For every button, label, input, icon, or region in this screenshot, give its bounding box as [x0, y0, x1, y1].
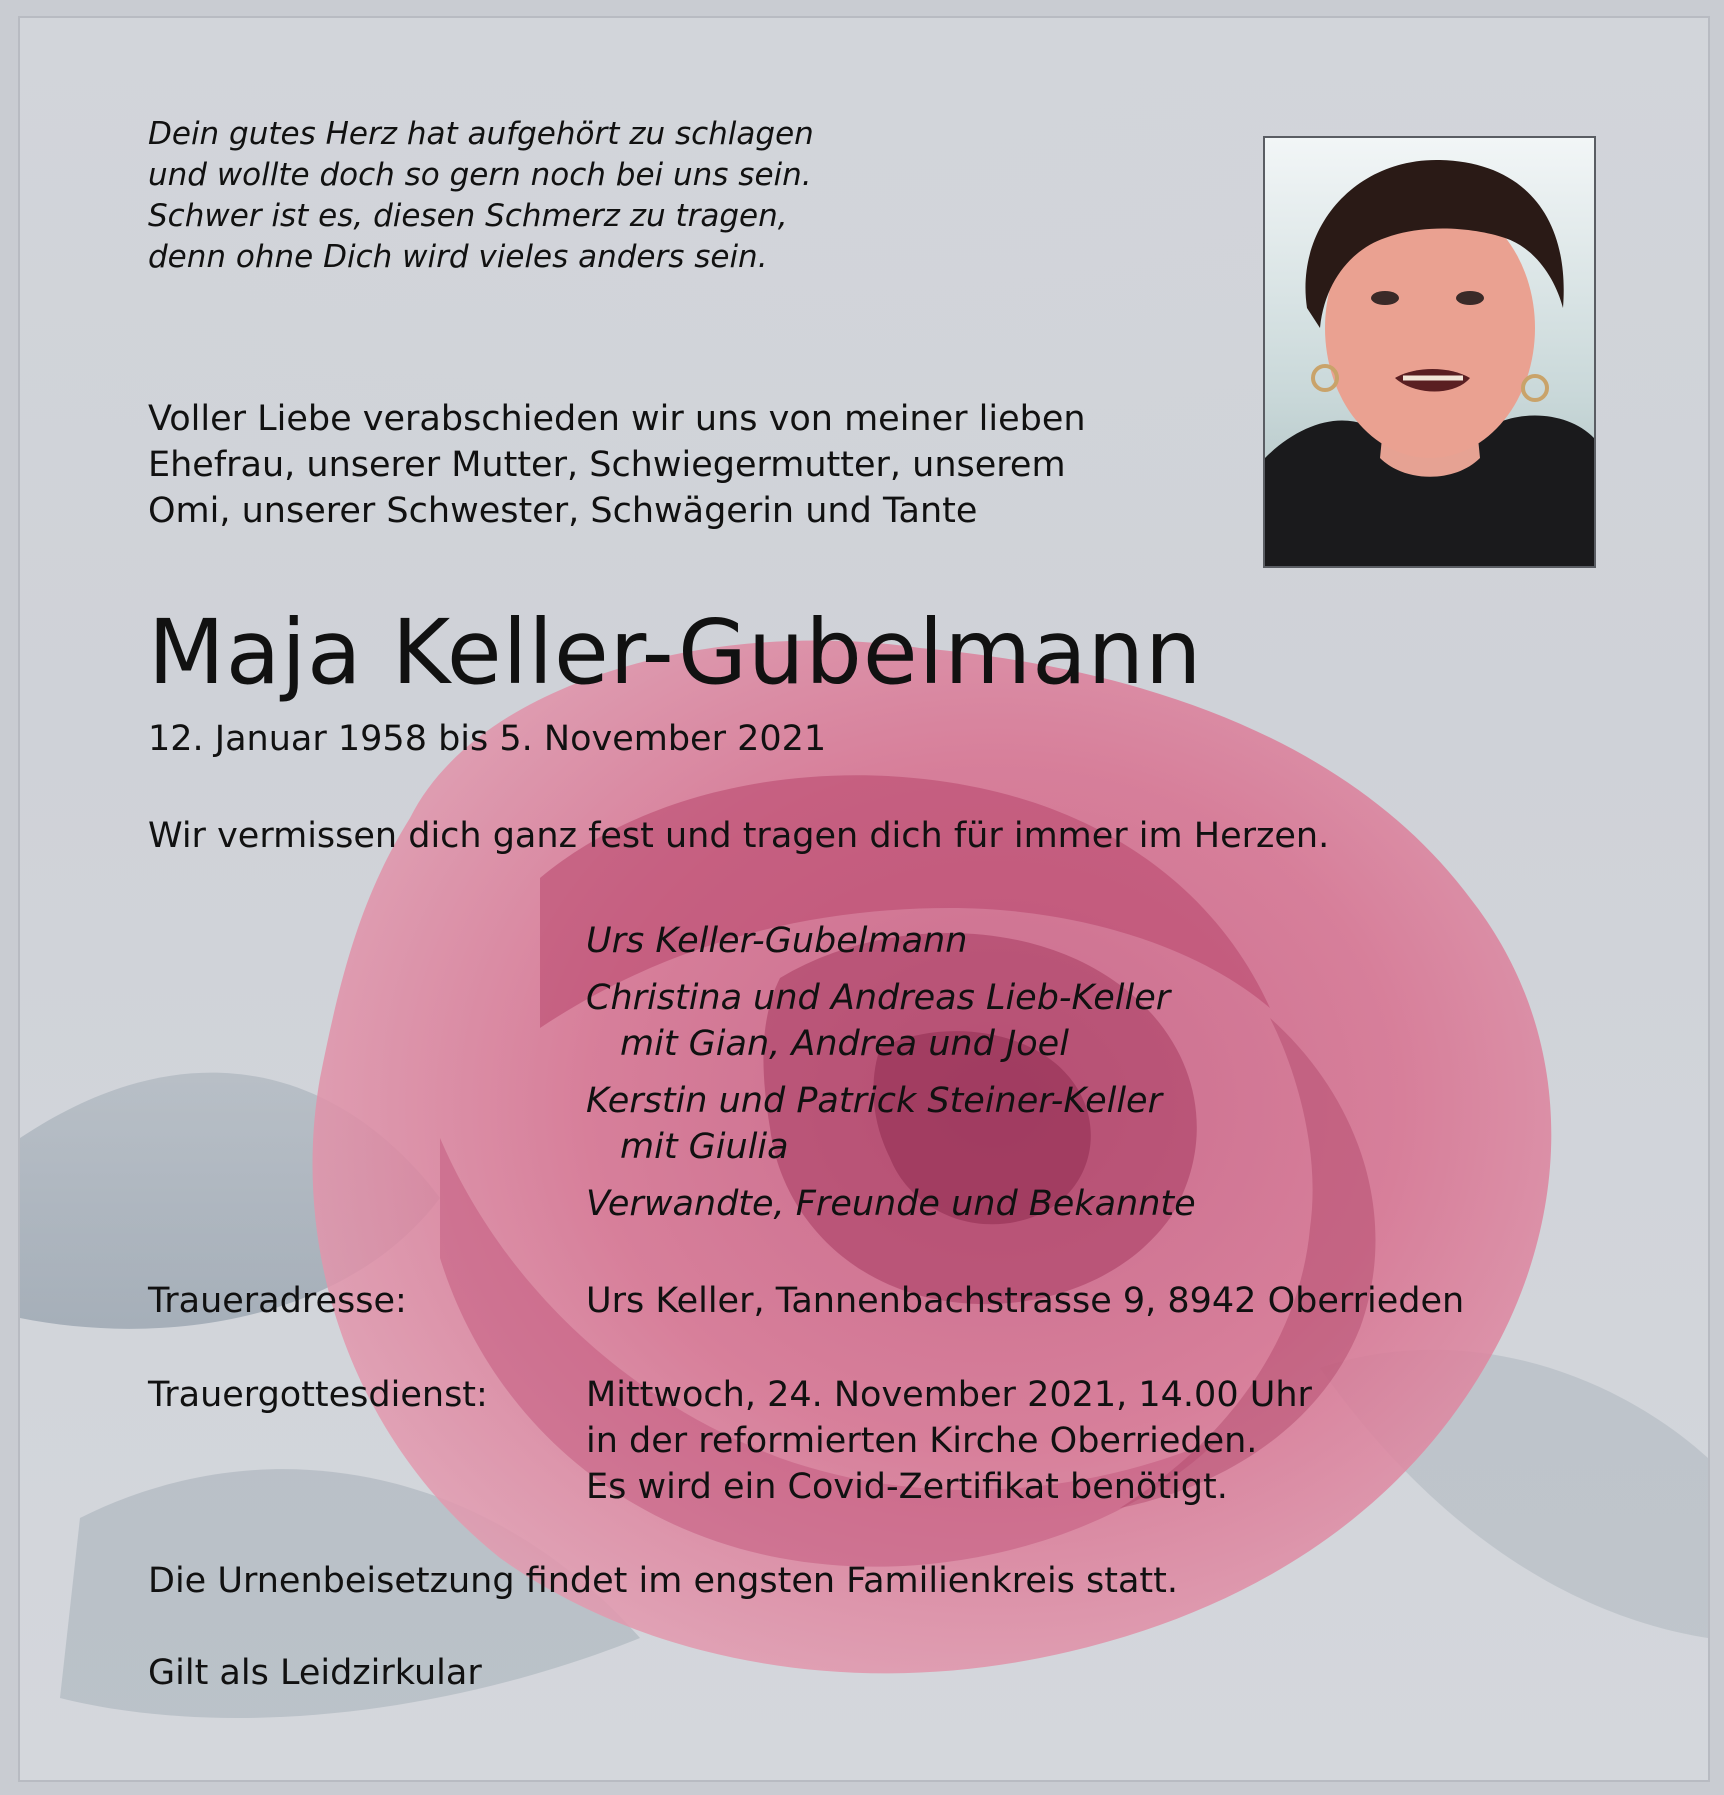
portrait-photo-image — [1265, 138, 1594, 566]
service-line: Es wird ein Covid-Zertifikat benötigt. — [586, 1467, 1228, 1507]
mourner-name: Verwandte, Freunde und Bekannte — [586, 1184, 1196, 1224]
deceased-name: Maja Keller-Gubelmann — [148, 600, 1203, 704]
intro-line: Omi, unserer Schwester, Schwägerin und Tante — [148, 491, 978, 531]
mourner-group — [586, 975, 1196, 1067]
service-label: Trauergottesdienst: — [148, 1375, 488, 1415]
mourner-children: mit Giulia — [620, 1127, 789, 1167]
service-line: Mittwoch, 24. November 2021, 14.00 Uhr — [586, 1375, 1312, 1415]
mourner-children: mit Gian, Andrea und Joel — [620, 1024, 1069, 1064]
mourners-list — [586, 918, 1196, 1238]
circular-note: Gilt als Leidzirkular — [148, 1653, 482, 1693]
obituary-card — [18, 16, 1710, 1782]
intro-line: Voller Liebe verabschieden wir uns von meiner lieben — [148, 399, 1086, 439]
poem-line: denn ohne Dich wird vieles anders sein. — [148, 239, 768, 275]
mourner-name: Christina und Andreas Lieb-Keller — [586, 978, 1171, 1018]
life-dates: 12. Januar 1958 bis 5. November 2021 — [148, 719, 827, 759]
service-details — [586, 1372, 1312, 1510]
address-label: Traueradresse: — [148, 1281, 407, 1321]
memorial-message: Wir vermissen dich ganz fest und tragen dich für immer im Herzen. — [148, 816, 1330, 856]
poem-line: und wollte doch so gern noch bei uns sein. — [148, 157, 812, 193]
burial-note: Die Urnenbeisetzung findet im engsten Familienkreis statt. — [148, 1561, 1179, 1601]
portrait-photo — [1263, 136, 1596, 568]
mourner-group — [586, 1078, 1196, 1170]
mourner-name: Kerstin und Patrick Steiner-Keller — [586, 1081, 1162, 1121]
poem-line: Dein gutes Herz hat aufgehört zu schlagen — [148, 116, 814, 152]
intro-line: Ehefrau, unserer Mutter, Schwiegermutter, unserem — [148, 445, 1066, 485]
mourner-group — [586, 1181, 1196, 1227]
address-value: Urs Keller, Tannenbachstrasse 9, 8942 Oberrieden — [586, 1281, 1465, 1321]
mourner-name: Urs Keller-Gubelmann — [586, 921, 968, 961]
mourner-group — [586, 918, 1196, 964]
poem — [148, 114, 814, 278]
service-line: in der reformierten Kirche Oberrieden. — [586, 1421, 1258, 1461]
poem-line: Schwer ist es, diesen Schmerz zu tragen, — [148, 198, 788, 234]
intro-text — [148, 396, 1086, 534]
